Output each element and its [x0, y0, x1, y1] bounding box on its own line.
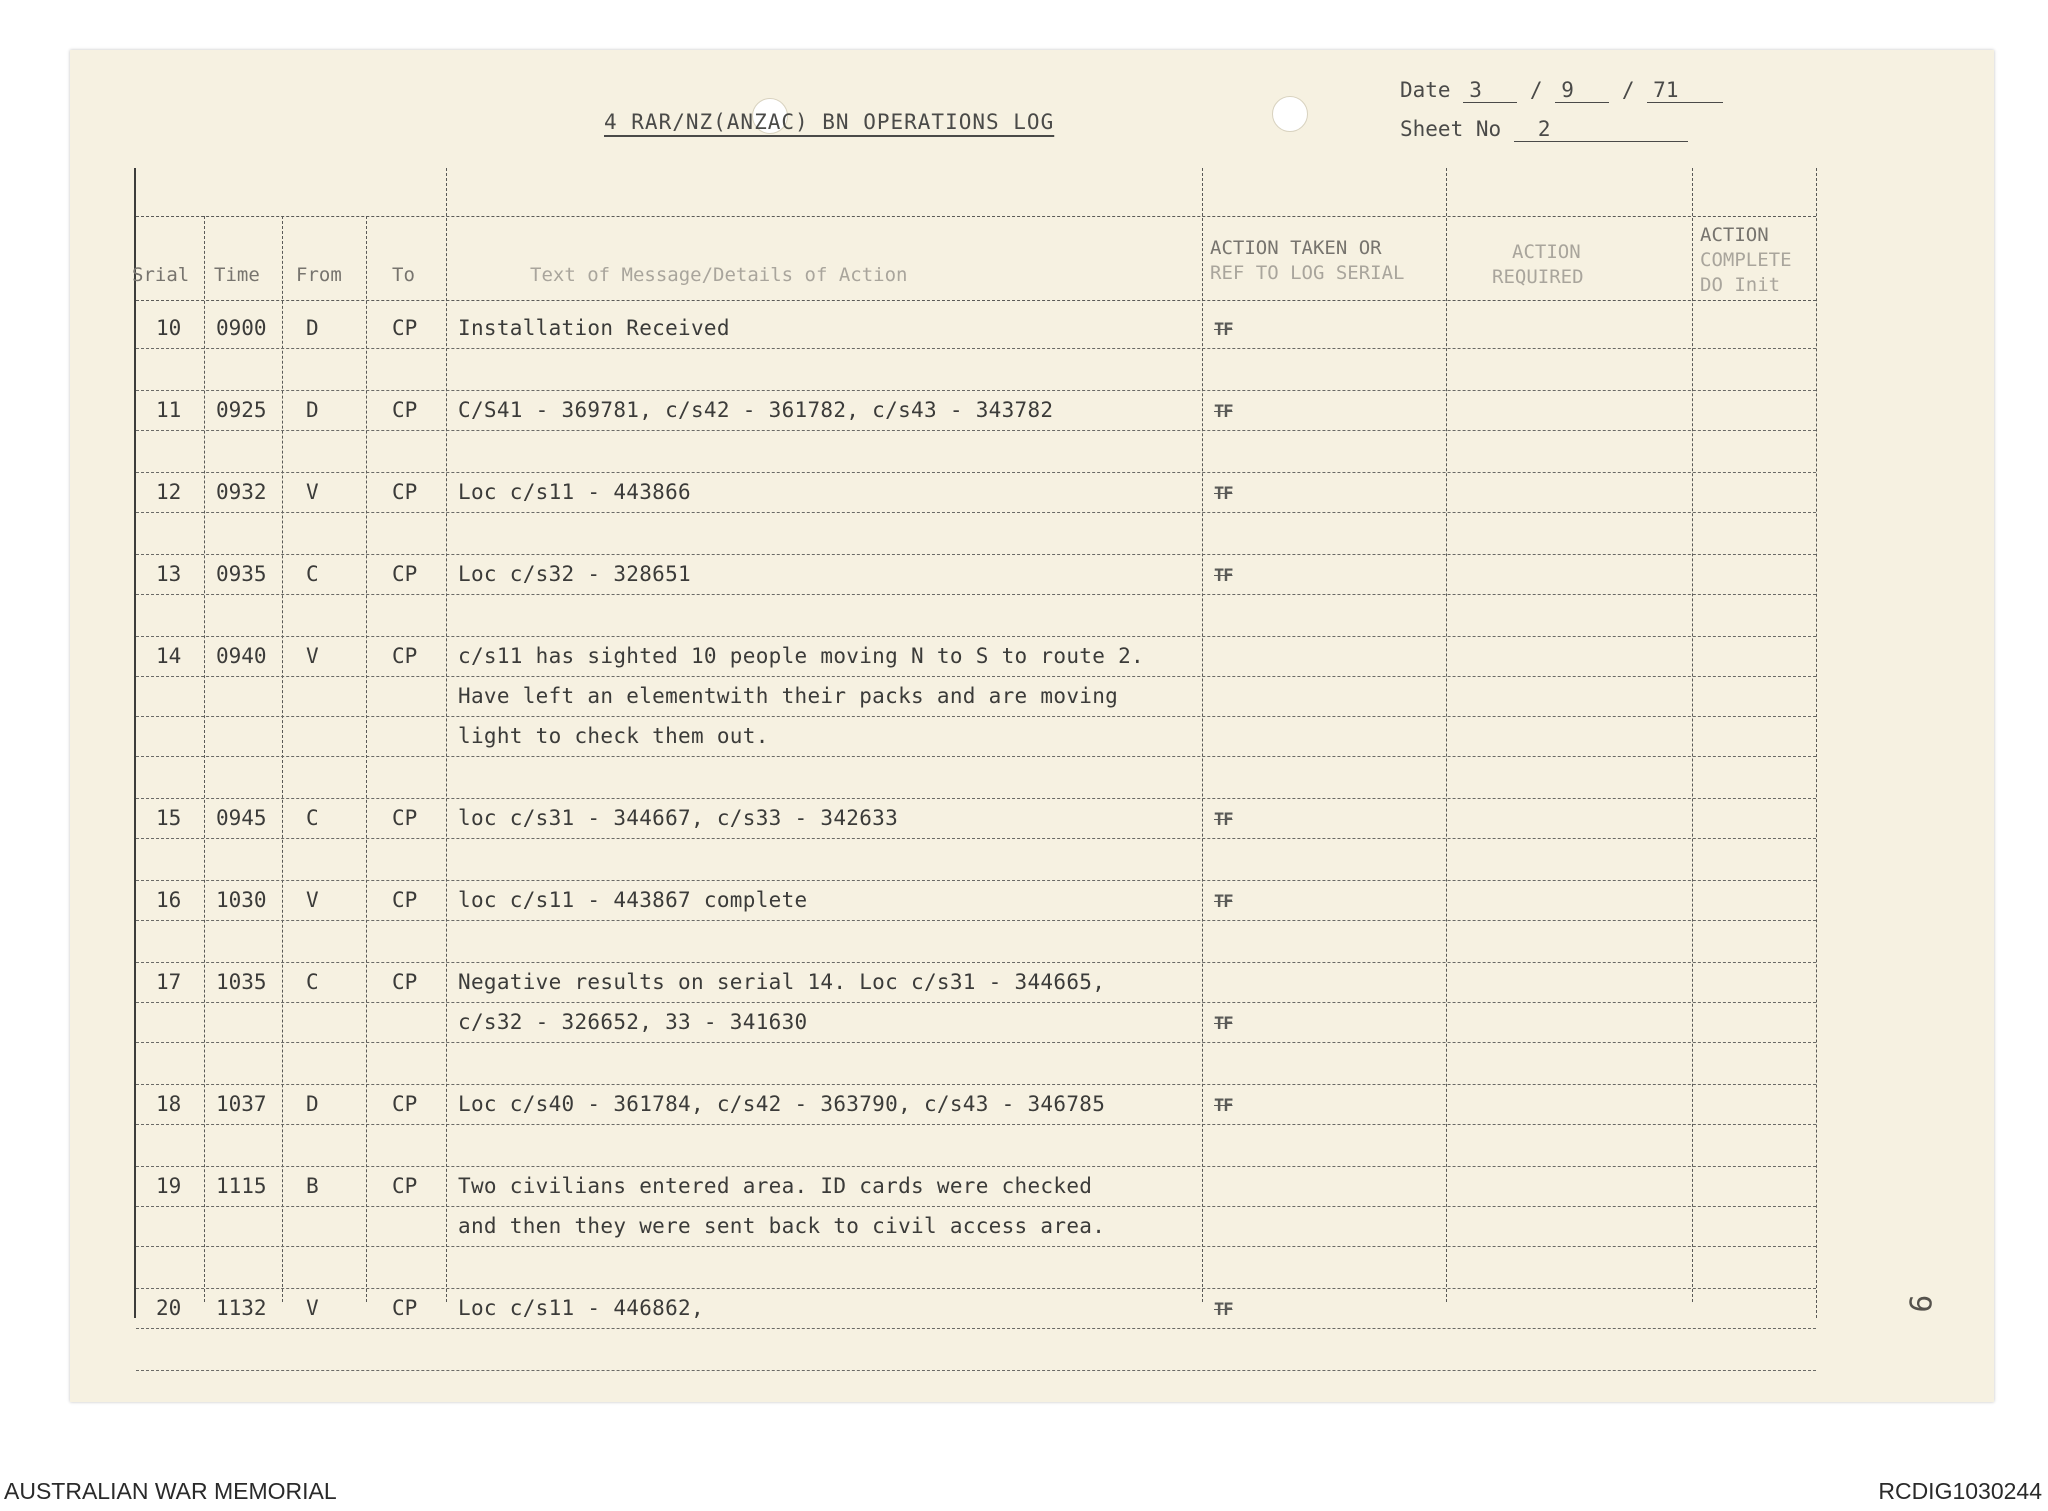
- entry-serial: 15: [156, 806, 182, 830]
- entry-time: 0932: [216, 480, 267, 504]
- entry-message-line: Loc c/s11 - 443866: [458, 480, 691, 504]
- entry-serial: 10: [156, 316, 182, 340]
- header-text: Text of Message/Details of Action: [530, 264, 908, 286]
- entry-to: CP: [392, 644, 418, 668]
- row-separator: [136, 472, 1816, 473]
- header-serial: Srial: [132, 264, 190, 286]
- entry-time: 1030: [216, 888, 267, 912]
- row-separator: [136, 554, 1816, 555]
- entry-message-line: Negative results on serial 14. Loc c/s31 - 344665,: [458, 970, 1106, 994]
- header-time: Time: [214, 264, 260, 286]
- entry-time: 0935: [216, 562, 267, 586]
- row-separator: [136, 798, 1816, 799]
- date-year: 71: [1647, 78, 1723, 103]
- entry-serial: 17: [156, 970, 182, 994]
- entry-from: D: [306, 398, 319, 422]
- entry-message-line: loc c/s11 - 443867 complete: [458, 888, 808, 912]
- entry-action-initials: TF: [1214, 1014, 1233, 1034]
- entry-time: 0940: [216, 644, 267, 668]
- entry-message-line: c/s32 - 326652, 33 - 341630: [458, 1010, 808, 1034]
- entry-to: CP: [392, 806, 418, 830]
- column-divider: [282, 216, 283, 1302]
- header-action-complete-3: DO Init: [1700, 274, 1781, 296]
- entry-serial: 13: [156, 562, 182, 586]
- date-day: 3: [1463, 78, 1517, 103]
- entry-to: CP: [392, 398, 418, 422]
- entry-time: 1037: [216, 1092, 267, 1116]
- ruled-line: [136, 838, 1816, 839]
- entry-action-initials: TF: [1214, 1096, 1233, 1116]
- header-action-required-2: REQUIRED: [1492, 266, 1584, 288]
- entry-time: 1132: [216, 1296, 267, 1320]
- entry-serial: 16: [156, 888, 182, 912]
- entry-from: V: [306, 1296, 319, 1320]
- column-divider: [446, 168, 447, 1302]
- row-separator: [136, 1084, 1816, 1085]
- ruled-line: [136, 430, 1816, 431]
- sheet-label: Sheet No: [1400, 117, 1502, 141]
- ruled-line: [136, 1246, 1816, 1247]
- date-label: Date: [1400, 78, 1451, 102]
- header-action-complete-1: ACTION: [1700, 224, 1769, 246]
- entry-from: D: [306, 1092, 319, 1116]
- entry-time: 1115: [216, 1174, 267, 1198]
- header-action-required-1: ACTION: [1512, 241, 1581, 263]
- entry-serial: 19: [156, 1174, 182, 1198]
- ruled-line: [136, 348, 1816, 349]
- sheet-number: 2: [1514, 117, 1688, 142]
- entry-message-line: and then they were sent back to civil access area.: [458, 1214, 1106, 1238]
- entry-action-initials: TF: [1214, 484, 1233, 504]
- entry-from: B: [306, 1174, 319, 1198]
- entry-serial: 12: [156, 480, 182, 504]
- entry-serial: 11: [156, 398, 182, 422]
- row-separator: [136, 1166, 1816, 1167]
- ruled-line: [136, 756, 1816, 757]
- ruled-line: [136, 1002, 1816, 1003]
- entry-message-line: Two civilians entered area. ID cards were checked: [458, 1174, 1093, 1198]
- row-separator: [136, 880, 1816, 881]
- entry-to: CP: [392, 970, 418, 994]
- entry-time: 0925: [216, 398, 267, 422]
- column-divider: [366, 216, 367, 1302]
- entry-message-line: c/s11 has sighted 10 people moving N to S to route 2.: [458, 644, 1144, 668]
- entry-serial: 18: [156, 1092, 182, 1116]
- footer-source: AUSTRALIAN WAR MEMORIAL: [4, 1478, 337, 1504]
- entry-message-line: C/S41 - 369781, c/s42 - 361782, c/s43 - 343782: [458, 398, 1054, 422]
- entry-to: CP: [392, 480, 418, 504]
- column-divider: [1692, 168, 1693, 1302]
- ruled-line: [136, 594, 1816, 595]
- footer-reference-id: RCDIG1030244: [1878, 1478, 2042, 1504]
- ruled-line: [136, 1124, 1816, 1125]
- entry-message-line: Loc c/s11 - 446862,: [458, 1296, 704, 1320]
- entry-time: 0900: [216, 316, 267, 340]
- row-separator: [136, 636, 1816, 637]
- entry-action-initials: TF: [1214, 892, 1233, 912]
- entry-action-initials: TF: [1214, 810, 1233, 830]
- entry-action-initials: TF: [1214, 566, 1233, 586]
- entry-message-line: Installation Received: [458, 316, 730, 340]
- entry-to: CP: [392, 316, 418, 340]
- row-separator: [136, 390, 1816, 391]
- document-title: 4 RAR/NZ(ANZAC) BN OPERATIONS LOG: [604, 110, 1055, 134]
- entry-message-line: loc c/s31 - 344667, c/s33 - 342633: [458, 806, 899, 830]
- entry-from: V: [306, 888, 319, 912]
- entry-from: C: [306, 970, 319, 994]
- entry-time: 1035: [216, 970, 267, 994]
- entry-to: CP: [392, 562, 418, 586]
- header-to: To: [392, 264, 415, 286]
- punch-hole: [1272, 96, 1308, 132]
- header-action-taken-2: REF TO LOG SERIAL: [1210, 262, 1405, 284]
- ruled-line: [136, 1042, 1816, 1043]
- ruled-line: [136, 1328, 1816, 1329]
- table-top-rule: [136, 216, 1816, 217]
- entry-time: 0945: [216, 806, 267, 830]
- header-bottom-rule: [136, 300, 1816, 301]
- date-month: 9: [1555, 78, 1609, 103]
- column-divider: [1202, 168, 1203, 1302]
- entry-serial: 20: [156, 1296, 182, 1320]
- margin-page-mark: 9: [1900, 1292, 1938, 1315]
- ruled-line: [136, 716, 1816, 717]
- entry-from: V: [306, 480, 319, 504]
- ruled-line: [136, 512, 1816, 513]
- ruled-line: [136, 920, 1816, 921]
- header-action-taken-1: ACTION TAKEN OR: [1210, 237, 1382, 259]
- row-separator: [136, 1288, 1816, 1289]
- ruled-line: [136, 1206, 1816, 1207]
- column-divider: [1446, 168, 1447, 1302]
- entry-message-line: Loc c/s40 - 361784, c/s42 - 363790, c/s43 - 346785: [458, 1092, 1106, 1116]
- date-field: Date 3 / 9 / 71: [1400, 78, 1723, 103]
- operations-log-table: [134, 168, 1817, 1318]
- entry-message-line: Have left an elementwith their packs and are moving: [458, 684, 1119, 708]
- entry-from: C: [306, 806, 319, 830]
- entry-to: CP: [392, 1296, 418, 1320]
- entry-from: C: [306, 562, 319, 586]
- entry-to: CP: [392, 888, 418, 912]
- row-separator: [136, 962, 1816, 963]
- entry-message-line: light to check them out.: [458, 724, 769, 748]
- entry-from: V: [306, 644, 319, 668]
- entry-from: D: [306, 316, 319, 340]
- header-from: From: [296, 264, 342, 286]
- entry-serial: 14: [156, 644, 182, 668]
- row-separator: [136, 1370, 1816, 1371]
- ruled-line: [136, 676, 1816, 677]
- sheet-number-field: [1400, 117, 1688, 142]
- entry-action-initials: TF: [1214, 402, 1233, 422]
- entry-action-initials: TF: [1214, 320, 1233, 340]
- entry-message-line: Loc c/s32 - 328651: [458, 562, 691, 586]
- entry-to: CP: [392, 1174, 418, 1198]
- entry-to: CP: [392, 1092, 418, 1116]
- column-divider: [204, 216, 205, 1302]
- header-action-complete-2: COMPLETE: [1700, 249, 1792, 271]
- entry-action-initials: TF: [1214, 1300, 1233, 1320]
